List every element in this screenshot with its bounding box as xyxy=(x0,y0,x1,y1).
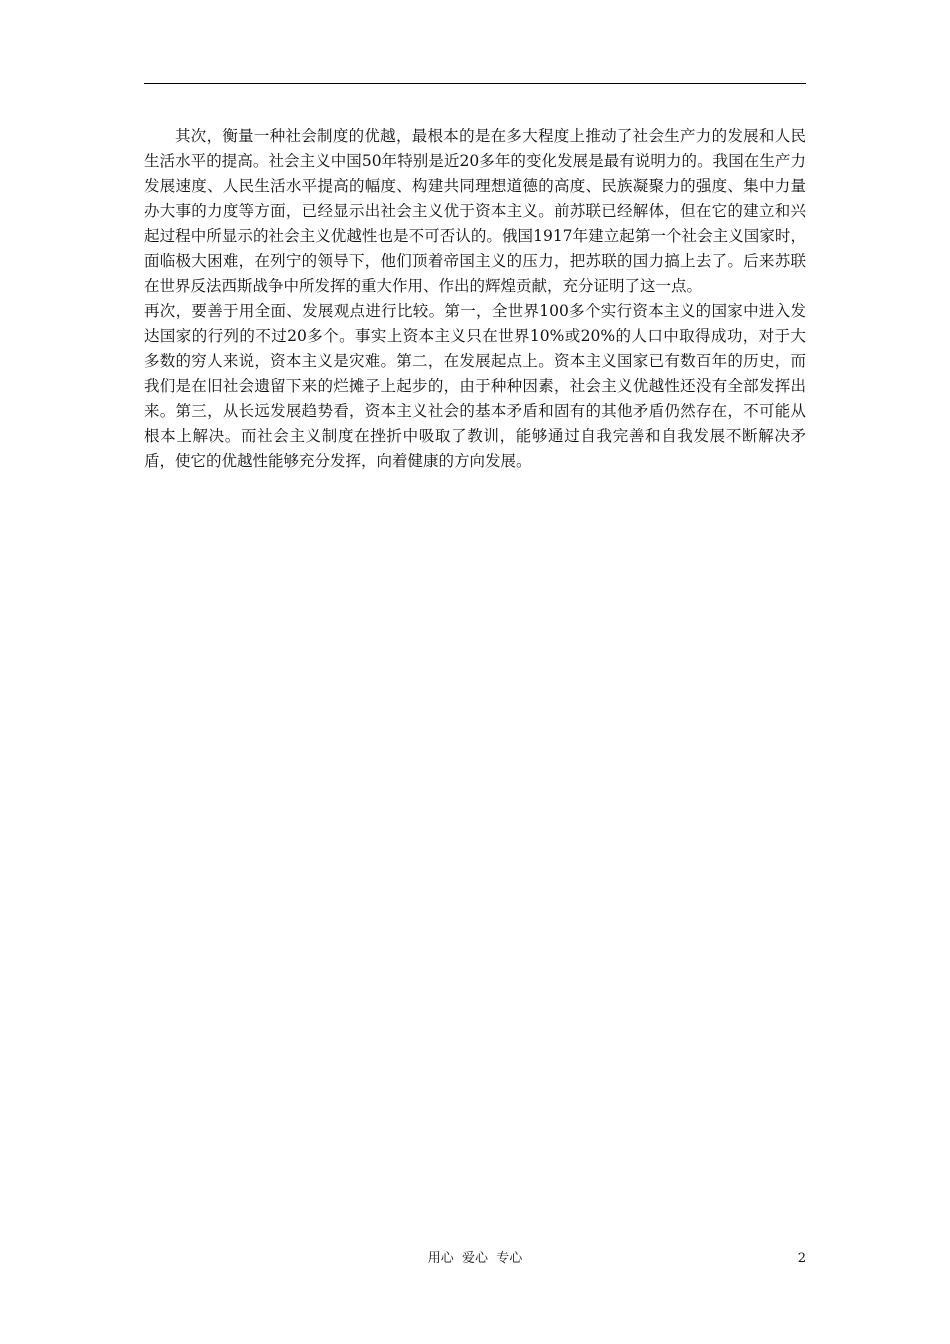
header-rule xyxy=(144,83,806,84)
paragraph-2: 再次，要善于用全面、发展观点进行比较。第一，全世界100多个实行资本主义的国家中进入发达国家的行列的不过20多个。事实上资本主义只在世界10%或20%的人口中取得成功，对于大多数的穷人来说，资本主义是灾难。第二，在发展起点上。资本主义国家已有数百年的历史，而我们是在旧社会遗留下来的烂摊子上起步的，由于种种因素，社会主义优越性还没有全部发挥出来。第三，从长远发展趋势看，资本主义社会的基本矛盾和固有的其他矛盾仍然存在，不可能从根本上解决。而社会主义制度在挫折中吸取了教训，能够通过自我完善和自我发展不断解决矛盾，使它的优越性能够充分发挥，向着健康的方向发展。 xyxy=(144,302,806,470)
page-number: 2 xyxy=(797,1251,806,1266)
footer-motto: 用心 爱心 专心 xyxy=(427,1251,523,1266)
document-body xyxy=(144,124,806,474)
paragraph-1: 其次，衡量一种社会制度的优越，最根本的是在多大程度上推动了社会生产力的发展和人民生活水平的提高。社会主义中国50年特别是近20多年的变化发展是最有说明力的。我国在生产力发展速度、人民生活水平提高的幅度、构建共同理想道德的高度、民族凝聚力的强度、集中力量办大事的力度等方面，已经显示出社会主义优于资本主义。前苏联已经解体，但在它的建立和兴起过程中所显示的社会主义优越性也是不可否认的。俄国1917年建立起第一个社会主义国家时，面临极大困难，在列宁的领导下，他们顶着帝国主义的压力，把苏联的国力搞上去了。后来苏联在世界反法西斯战争中所发挥的重大作用、作出的辉煌贡献，充分证明了这一点。 xyxy=(144,127,806,295)
page-footer xyxy=(144,1249,806,1269)
